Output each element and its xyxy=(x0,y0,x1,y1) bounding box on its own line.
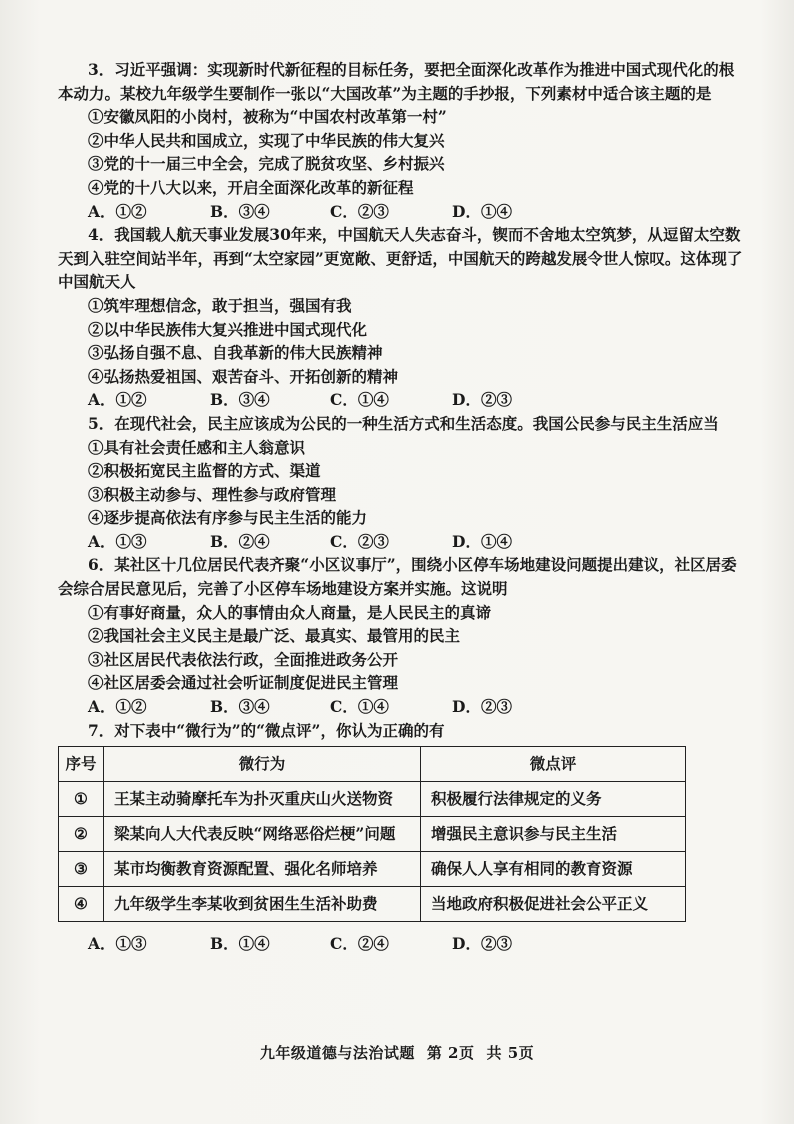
choice-d: D．①④ xyxy=(452,201,512,221)
table-row xyxy=(59,887,686,922)
row-behavior: 梁某向人大代表反映“网络恶俗烂梗”问题 xyxy=(104,817,421,852)
choice-c: C．①④ xyxy=(330,697,389,717)
option-item: ③弘扬自强不息、自我革新的伟大民族精神 xyxy=(88,343,383,363)
row-comment: 确保人人享有相同的教育资源 xyxy=(421,852,686,887)
option-item: ④党的十八大以来，开启全面深化改革的新征程 xyxy=(88,177,414,197)
option-item: ②我国社会主义民主是最广泛、最真实、最管用的民主 xyxy=(88,626,461,646)
question-5 xyxy=(58,412,748,554)
choice-c: C．②③ xyxy=(330,201,389,221)
choice-d: D．①④ xyxy=(452,531,512,551)
choice-d: D．②③ xyxy=(452,390,512,410)
option-item: ③积极主动参与、理性参与政府管理 xyxy=(88,484,337,504)
option-item: ②积极拓宽民主监督的方式、渠道 xyxy=(88,461,321,481)
option-item: ④逐步提高依法有序参与民主生活的能力 xyxy=(88,508,368,528)
row-comment: 积极履行法律规定的义务 xyxy=(421,782,686,817)
choice-b: B．③④ xyxy=(210,697,270,717)
page-footer xyxy=(0,1042,794,1063)
choice-d: D．②③ xyxy=(452,934,512,954)
choice-c: C．②③ xyxy=(330,531,389,551)
question-stem: 5．在现代社会，民主应该成为公民的一种生活方式和生活态度。我国公民参与民主生活应当 xyxy=(88,413,719,433)
answer-choices xyxy=(58,932,748,956)
choice-a: A．①③ xyxy=(88,531,147,551)
choice-d: D．②③ xyxy=(452,697,512,717)
choice-b: B．①④ xyxy=(210,934,270,954)
header-behavior: 微行为 xyxy=(104,747,421,782)
question-stem: 4．我国载人航天事业发展30年来，中国航天人失志奋斗，锲而不舍地太空筑梦，从逗留太空数天到入驻空间站半年，再到“太空家园”更宽敞、更舒适，中国航天的跨越发展令世人惊叹。这体现了中国航天人 xyxy=(58,225,743,292)
row-behavior: 九年级学生李某收到贫困生生活补助费 xyxy=(104,887,421,922)
option-item: ③社区居民代表依法行政，全面推进政务公开 xyxy=(88,649,399,669)
table-row xyxy=(59,782,686,817)
choice-c: C．①④ xyxy=(330,390,389,410)
question-stem: 7．对下表中“微行为”的“微点评”，你认为正确的有 xyxy=(88,720,445,740)
row-serial: ③ xyxy=(59,852,104,887)
option-item: ②中华人民共和国成立，实现了中华民族的伟大复兴 xyxy=(88,130,445,150)
choice-b: B．③④ xyxy=(210,201,270,221)
option-item: ②以中华民族伟大复兴推进中国式现代化 xyxy=(88,319,368,339)
exam-content xyxy=(58,58,748,956)
footer-total: 共 5页 xyxy=(486,1044,535,1062)
choice-b: B．②④ xyxy=(210,531,270,551)
option-item: ①有事好商量，众人的事情由众人商量，是人民民主的真谛 xyxy=(88,602,492,622)
question-stem: 6．某社区十几位居民代表齐聚“小区议事厅”，围绕小区停车场地建设问题提出建议，社区居委会综合居民意见后，完善了小区停车场地建设方案并实施。这说明 xyxy=(58,555,737,599)
choice-a: A．①② xyxy=(88,697,147,717)
header-comment: 微点评 xyxy=(421,747,686,782)
row-serial: ④ xyxy=(59,887,104,922)
row-behavior: 某市均衡教育资源配置、强化名师培养 xyxy=(104,852,421,887)
table-row xyxy=(59,817,686,852)
behavior-table xyxy=(58,746,686,922)
option-item: ①具有社会责任感和主人翁意识 xyxy=(88,437,306,457)
question-3 xyxy=(58,58,748,223)
footer-title: 九年级道德与法治试题 xyxy=(259,1044,415,1062)
option-item: ①筑牢理想信念，敢于担当，强国有我 xyxy=(88,295,352,315)
answer-choices xyxy=(58,695,748,719)
table-row xyxy=(59,852,686,887)
row-behavior: 王某主动骑摩托车为扑灭重庆山火送物资 xyxy=(104,782,421,817)
header-serial: 序号 xyxy=(59,747,104,782)
row-serial: ② xyxy=(59,817,104,852)
choice-b: B．③④ xyxy=(210,390,270,410)
choice-a: A．①③ xyxy=(88,934,147,954)
answer-choices xyxy=(58,530,748,554)
option-item: ①安徽凤阳的小岗村，被称为“中国农村改革第一村” xyxy=(88,107,447,127)
choice-a: A．①② xyxy=(88,201,147,221)
answer-choices xyxy=(58,388,748,412)
question-4 xyxy=(58,223,748,412)
question-7 xyxy=(58,719,748,956)
row-comment: 增强民主意识参与民主生活 xyxy=(421,817,686,852)
option-item: ④社区居委会通过社会听证制度促进民主管理 xyxy=(88,673,399,693)
table-header-row xyxy=(59,747,686,782)
question-stem: 3．习近平强调：实现新时代新征程的目标任务，要把全面深化改革作为推进中国式现代化的根本动力。某校九年级学生要制作一张以“大国改革”为主题的手抄报，下列素材中适合该主题的是 xyxy=(58,60,735,103)
question-6 xyxy=(58,553,748,718)
option-item: ④弘扬热爱祖国、艰苦奋斗、开拓创新的精神 xyxy=(88,366,399,386)
row-serial: ① xyxy=(59,782,104,817)
option-item: ③党的十一届三中全会，完成了脱贫攻坚、乡村振兴 xyxy=(88,154,445,174)
choice-a: A．①② xyxy=(88,390,147,410)
footer-page: 第 2页 xyxy=(426,1044,475,1062)
choice-c: C．②④ xyxy=(330,934,389,954)
row-comment: 当地政府积极促进社会公平正义 xyxy=(421,887,686,922)
answer-choices xyxy=(58,200,748,224)
